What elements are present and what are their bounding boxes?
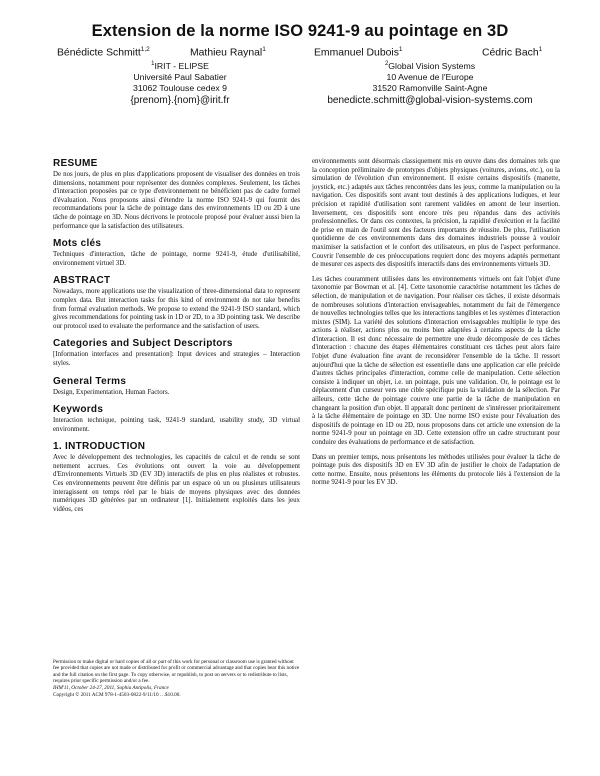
keywords-section bbox=[53, 404, 300, 434]
footnote-conference: IHM'11, October 24-27, 2011, Sophia Antipolis, France bbox=[53, 684, 169, 691]
affiliation-line: 31062 Toulouse cedex 9 bbox=[132, 82, 228, 93]
left-column bbox=[53, 158, 300, 521]
section-text: Design, Experimentation, Human Factors. bbox=[53, 388, 170, 396]
affiliation-sup: 2 bbox=[384, 61, 389, 67]
section-heading: RESUME bbox=[53, 158, 98, 169]
body-paragraph: Dans un premier temps, nous présentons les méthodes utilisées pour évaluer la tâche de pointage puis des dispositifs 3D en EV 3D afin de justifier le choix de l'adaptation de cette norme. Ensuite, nous présentons les éléments du protocole liés à l'extension de la norme 9241-9 pour les EV 3D. bbox=[312, 453, 560, 487]
affiliation-line: 10 Avenue de l'Europe bbox=[386, 71, 474, 82]
body-paragraph: environnements sont désormais classiquement mis en œuvre dans des domaines tels que la conception préliminaire de prototypes d'objets physiques (voitures, avions, etc.), ou la simulation de l'évolution d'un environnement. Il existe certains dispositifs (manette, joystick, etc.) adaptés aux tâches rencontrées dans les jeux, comme la manipulation ou la navigation. Ces dispositifs sont avant tout destinés à des applications ludiques, et leur précision et rapidité d'utilisation sont rarement validées en amont de leur insertion. Inversement, ces dispositifs sont encore très peu répandus dans des activités professionnelles. Or dans ces contextes, la précision, la rapidité d'exécution et la facilité de prise en main de l'outil sont des facteurs importants de réussite. De plus, l'utilisation quotidienne de ces environnements dans des domaines industriels pousse à vouloir maximiser la satisfaction et le confort des utilisateurs, en plus de l'aspect performance. Couvrir l'ensemble de ces préoccupations requiert donc des moyens adaptés permettant de mesurer ces aspects des dispositifs interactifs dans des environnements virtuels 3D. bbox=[312, 158, 560, 269]
author-sup: 1,2 bbox=[140, 46, 150, 53]
author-sup: 1 bbox=[262, 46, 266, 53]
copyright-footnote bbox=[53, 659, 300, 698]
introduction-section bbox=[53, 441, 300, 514]
author-name: Emmanuel Dubois bbox=[314, 47, 399, 59]
author-2 bbox=[190, 46, 266, 58]
author-sup: 1 bbox=[398, 46, 403, 53]
author-3 bbox=[314, 46, 403, 58]
categories-section bbox=[53, 338, 300, 368]
author-name: Mathieu Raynal bbox=[190, 47, 263, 59]
motscles-section bbox=[53, 238, 300, 268]
section-heading: General Terms bbox=[53, 375, 127, 387]
author-name: Bénédicte Schmitt bbox=[57, 47, 141, 59]
paper-title: Extension de la norme ISO 9241-9 au pointage en 3D bbox=[91, 22, 509, 40]
section-text: De nos jours, de plus en plus d'applications proposent de visualiser des données en trois dimensions, notamment pour représenter des données complexes. Seulement, les tâches d'interaction proposées par ce type d'environnement ne bénéficient pas de cadre formel d'évaluation. Nous proposons ainsi d'étendre la norme ISO 9241-9 qui fournit des recommandations pour la tâche de pointage dans des environnements 1D ou 2D à une tâche de pointage en 3D. Nous décrivons le protocole proposé pour évaluer aussi bien la performance que la satisfaction des utilisateurs. bbox=[53, 171, 300, 230]
body-paragraph: Les tâches couramment utilisées dans les environnements virtuels ont fait l'objet d'une taxonomie par Bowman et al. [4]. Cette taxonomie caractérise notamment les tâches de sélection, de manipulation et de navigation. Pour réaliser ces tâches, il existe désormais de nombreuses solutions d'interaction envisageables, notamment du fait de l'émergence de nouvelles technologies telles que les interactions tangibles et les systèmes d'interaction mixtes (SIM). La variété des solutions d'interaction envisageables multiplie le type des actions à réaliser, actions plus ou moins bien adaptées à certains aspects de la tâche d'interaction. Il est donc nécessaire de permettre une étude décomposée de ces tâches d'interaction : chacune des étapes élémentaires constituant ces tâches peut alors faire l'objet d'une évaluation fine avant de reconsidérer l'ensemble de la tâche. Il ressort aujourd'hui que la tâche de sélection est essentielle dans une application car elle précède d'autres tâches principales d'interaction, comme celle de manipulation. Cette sélection consiste à indiquer un objet, i.e. un pointage, puis une validation. Or, le pointage est le déplacement d'un curseur vers une cible spécifique puis la validation de la sélection. Par ailleurs, cette tâche de pointage couvre une partie de la tâche de manipulation en changeant la position d'un objet. Il apparaît donc pertinent de s'intéresser prioritairement à la tâche élémentaire de pointage en 3D. Une norme ISO existe pour l'évaluation des dispositifs de pointage en 1D ou 2D, nous proposons dans cet article une extension de la norme 9241-9 pour un pointage en 3D. Cette extension offre un cadre structurant pour conduire des évaluations de performance et de satisfaction. bbox=[312, 275, 560, 446]
affiliation-email: benedicte.schmitt@global-vision-systems.com bbox=[327, 94, 533, 106]
section-text: [Information interfaces and presentation]: Input devices and strategies – Interaction styles. bbox=[53, 351, 300, 367]
author-sup: 1 bbox=[538, 46, 543, 53]
section-heading: ABSTRACT bbox=[53, 275, 111, 287]
section-text: Nowadays, more applications use the visualization of three-dimensional data to represent complex data. But interaction tasks for this kind of environment do not take benefits from formal evaluation methods. We propose to extend the 9241-9 ISO standard, which gives recommendations for pointing task in 1D or 2D, to a 3D pointing task. We describe our protocol used to evaluate the performance and the satisfaction of users. bbox=[53, 288, 300, 330]
section-heading: Keywords bbox=[53, 404, 104, 416]
affiliation-irit bbox=[95, 59, 265, 107]
author-name: Cédric Bach bbox=[482, 47, 539, 59]
right-column bbox=[312, 158, 560, 494]
affiliation-line: 31520 Ramonville Saint-Agne bbox=[372, 82, 488, 93]
affiliation-gvs bbox=[300, 59, 560, 107]
section-text: Interaction technique, pointing task, 9241-9 standard, usability study, 3D virtual environment. bbox=[53, 417, 300, 433]
resume-section bbox=[53, 158, 300, 231]
footnote-copyright: Copyright © 2011 ACM 978-1-4503-0822-9/11/10 …$10.00. bbox=[53, 692, 181, 699]
affiliation-email: {prenom}.{nom}@irit.fr bbox=[130, 94, 230, 106]
section-heading: Mots clés bbox=[53, 238, 102, 250]
section-heading: Categories and Subject Descriptors bbox=[53, 338, 233, 350]
affiliation-line: $^1$IRIT - ELIPSE bbox=[151, 60, 209, 71]
affiliation-line: Université Paul Sabatier bbox=[133, 71, 227, 82]
section-text: Avec le développement des technologies, les capacités de calcul et de rendu se sont nettement accrues. Ces évolutions ont ouvert la voie au développement d'Environnements Virtuels 3D (EV 3D) interactifs de plus en plus réalistes et robustes. Ces environnements peuvent être définis par un espace où un ou plusieurs utilisateurs interagissent en temps réel par le biais de moyens physiques avec des données numériques 3D générées par un ordinateur [1]. Initialement exploités dans les jeux vidéos, ces bbox=[53, 454, 300, 513]
affiliation-line: $^2$Global Vision Systems bbox=[384, 60, 476, 71]
author-4 bbox=[482, 46, 542, 58]
general-terms-section bbox=[53, 376, 300, 398]
affiliation-sup: 1 bbox=[151, 61, 155, 67]
footnote-text: Permission to make digital or hard copies of all or part of this work for personal or classroom use is granted without fee provided that copies are not made or distributed for profit or commercial advantage and that copies bear this notice and the full citation on the first page. To copy otherwise, or republish, to post on servers or to redistribute to lists, requires prior specific permission and/or a fee. bbox=[53, 659, 300, 685]
author-1 bbox=[57, 46, 150, 58]
section-heading: 1. INTRODUCTION bbox=[53, 441, 146, 453]
section-text: Techniques d'interaction, tâche de pointage, norme 9241-9, étude d'utilisabilité, environnement virtuel 3D. bbox=[53, 251, 300, 267]
abstract-section bbox=[53, 275, 300, 331]
